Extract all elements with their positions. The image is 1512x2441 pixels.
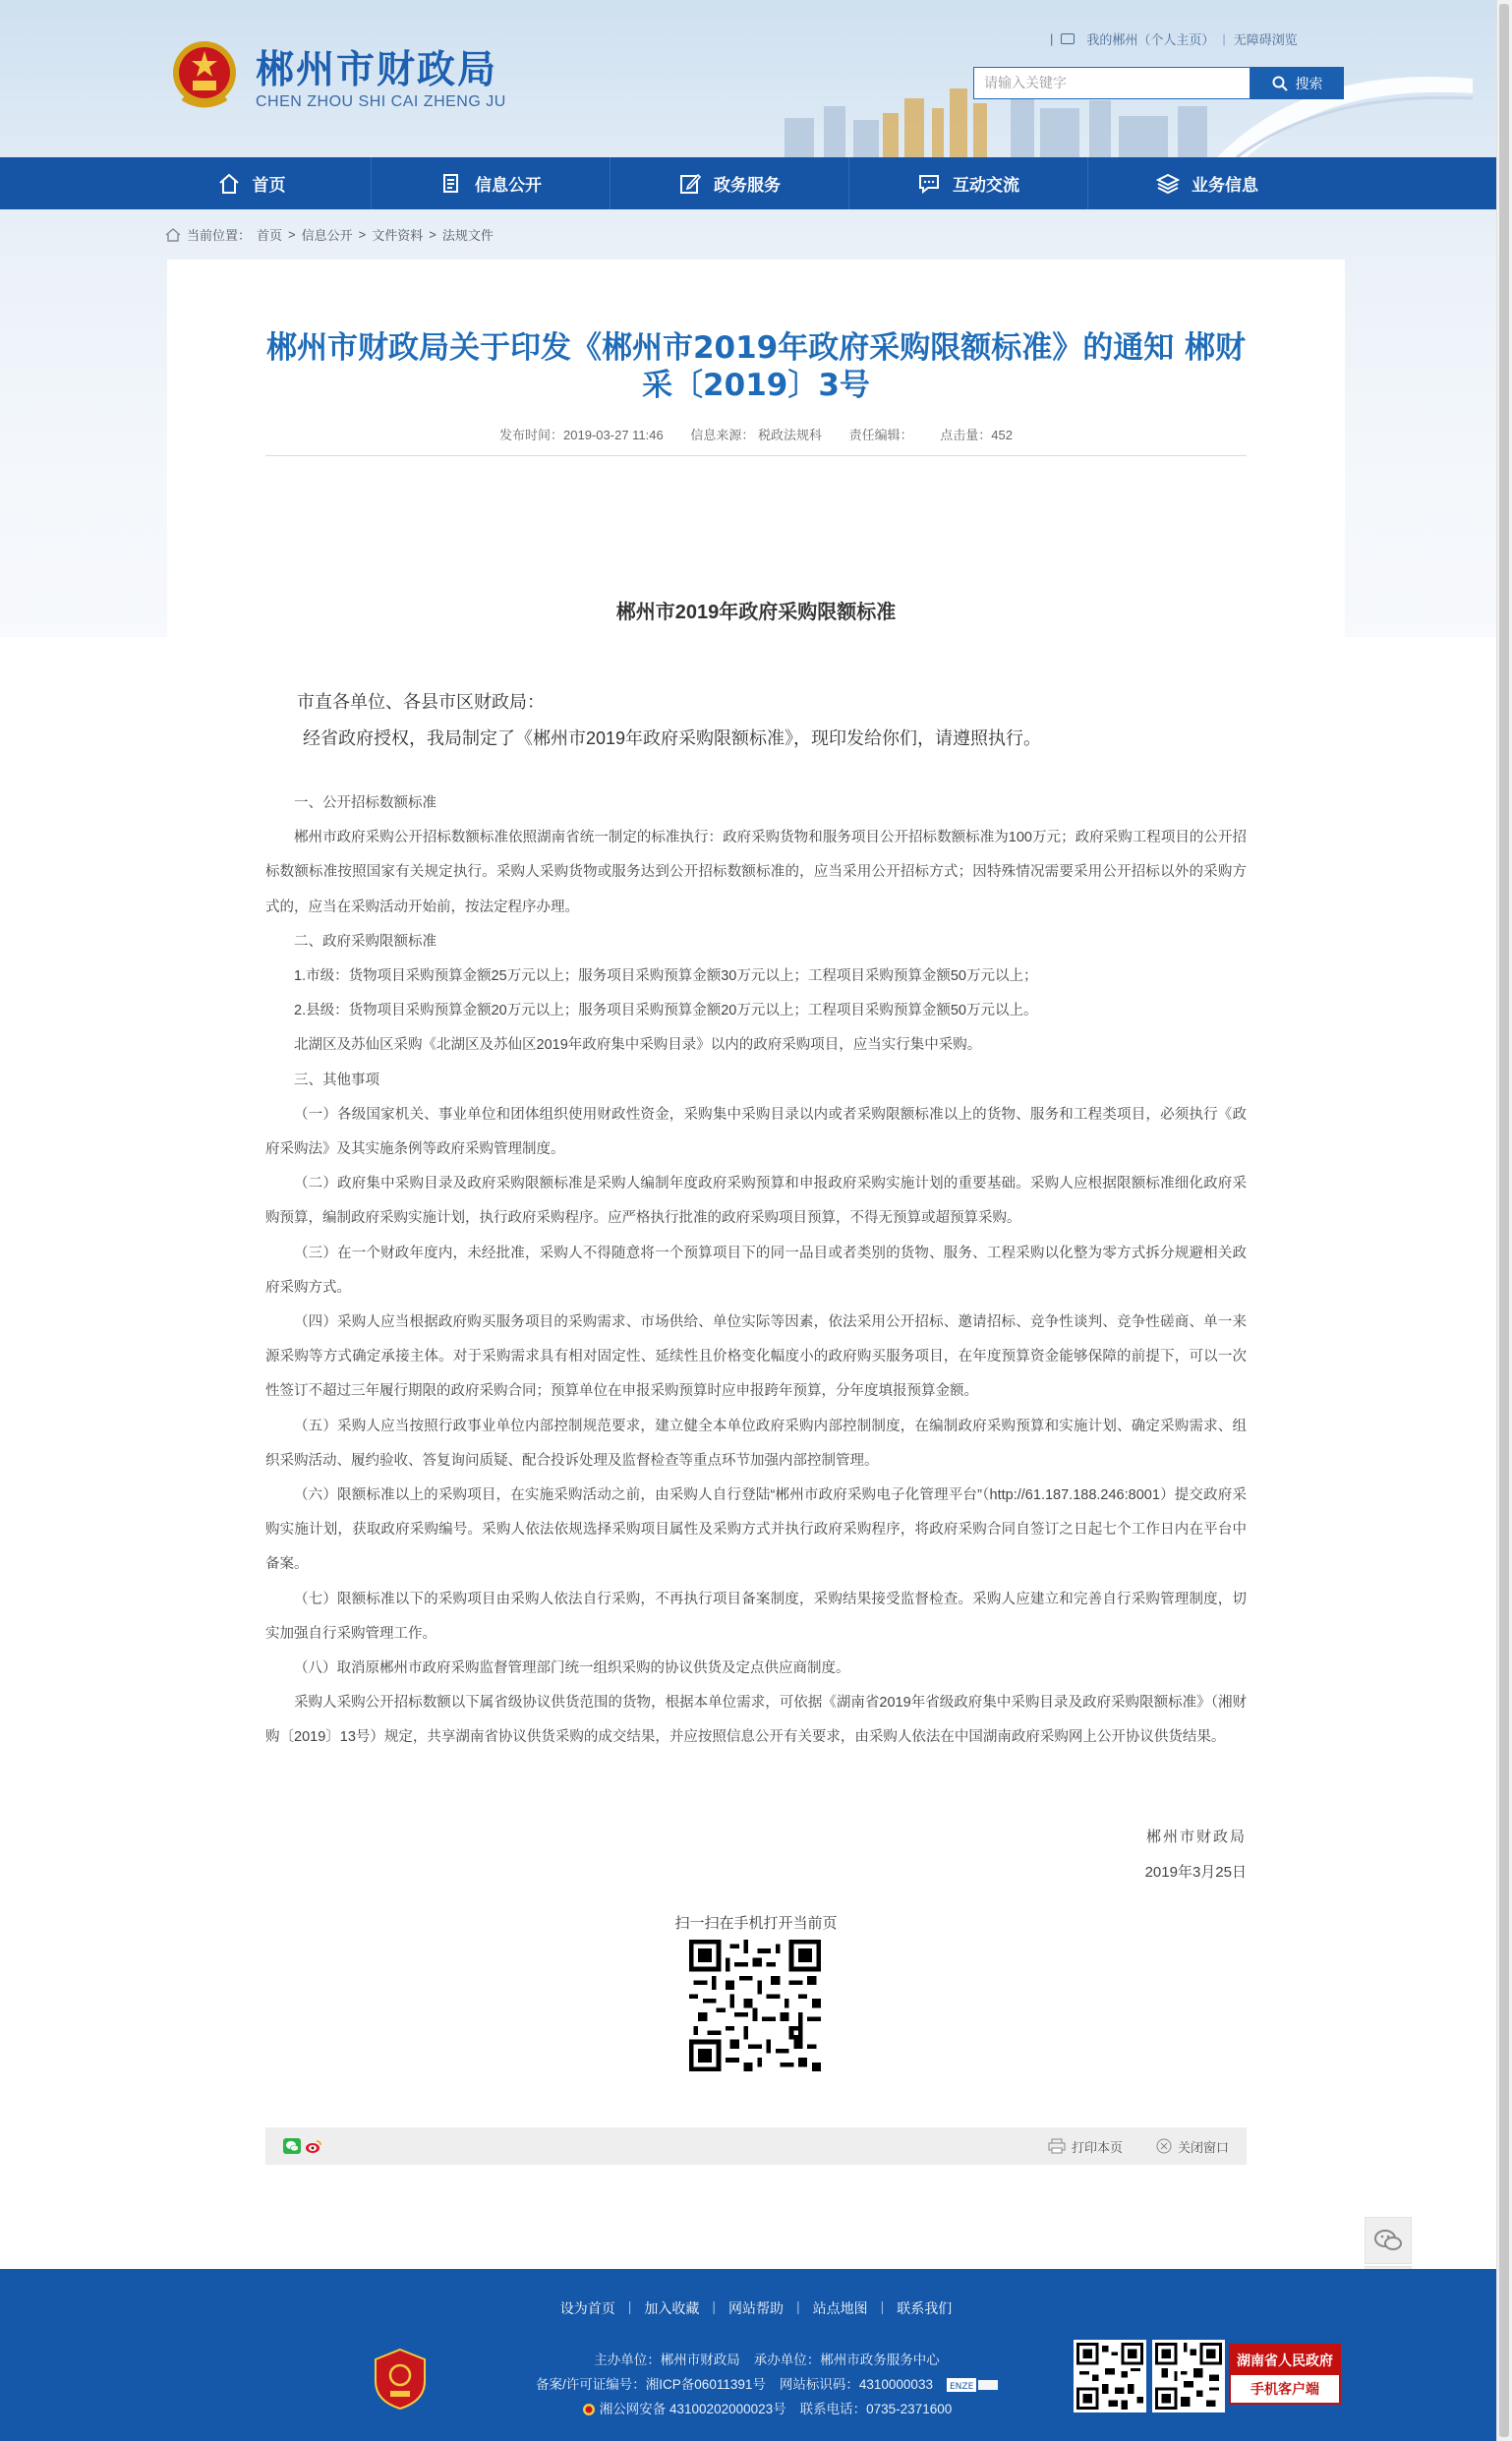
section-heading: 三、其他事项 <box>294 1072 379 1088</box>
organizer: 承办单位：郴州市政务服务中心 <box>753 2353 940 2367</box>
footer-info <box>492 2348 1042 2421</box>
separator: | <box>627 2298 632 2314</box>
footer-link-sitemap[interactable]: 站点地图 <box>812 2300 868 2316</box>
site-title: 郴州市财政局 <box>256 48 498 92</box>
nav-item-label: 政务服务 <box>714 176 781 195</box>
paragraph: 北湖区及苏仙区采购《北湖区及苏仙区2019年政府集中采购目录》以内的政府采购项目，应当实行集中采购。 <box>294 1037 982 1054</box>
nav-item-info-disclosure[interactable] <box>371 157 610 209</box>
nav-item-gov-services[interactable] <box>610 157 848 209</box>
separator: | <box>1050 31 1054 46</box>
section-heading: 一、公开招标数额标准 <box>294 795 436 811</box>
breadcrumb-prefix: 当前位置： <box>187 228 252 243</box>
salutation: 市直各单位、各县市区财政局： <box>297 692 545 712</box>
paragraph: （五）采购人应当按照行政事业单位内部控制规范要求，建立健全本单位政府采购内部控制制度，在编制政府采购预算和实施计划、确定采购需求、组织采购活动、履约验收、答复询问质疑、配合投诉处理及监督检查等重点环节加强内部控制管理。 <box>265 1418 1247 1469</box>
paragraph: （三）在一个财政年度内，未经批准，采购人不得随意将一个预算项目下的同一品目或者类别的货物、服务、工程采购以化整为零方式拆分规避相关政府采购方式。 <box>265 1245 1247 1296</box>
search-button[interactable] <box>1250 67 1344 99</box>
police-badge-icon <box>582 2403 596 2416</box>
icp-label: 备案/许可证编号： <box>536 2377 646 2392</box>
article-meta <box>265 425 1247 443</box>
click-count: 点击量：452 <box>940 428 1013 442</box>
paragraph: （一）各级国家机关、事业单位和团体组织使用财政性资金，采购集中采购目录以内或者采购限额标准以上的货物、服务和工程类项目，必须执行《政府采购法》及其实施条例等政府采购管理制度。 <box>265 1106 1247 1158</box>
paragraph: 郴州市政府采购公开招标数额标准依照湖南省统一制定的标准执行：政府采购货物和服务项目公开招标数额标准为100万元；政府采购工程项目的公开招标数额标准按照国家有关规定执行。采购人采购货物或服务达到公开招标数额标准的，应当采用公开招标方式；因特殊情况需要采用公开招标以外的采购方式的，应当在采购活动开始前，按法定程序办理。 <box>265 830 1247 915</box>
nav-item-interaction[interactable] <box>848 157 1087 209</box>
party-gov-badge-icon[interactable] <box>374 2348 427 2411</box>
document-subtitle: 郴州市2019年政府采购限额标准 <box>615 602 897 623</box>
host-organization: 主办单位：郴州市财政局 <box>594 2353 740 2367</box>
gov-app-title: 湖南省人民政府 <box>1231 2346 1339 2375</box>
footer-link-help[interactable]: 网站帮助 <box>728 2300 784 2316</box>
footer-link-add-favorite[interactable]: 加入收藏 <box>644 2300 700 2316</box>
printer-icon <box>1048 2138 1066 2154</box>
footer-links <box>0 2298 1512 2318</box>
separator: | <box>796 2298 800 2314</box>
nav-item-business-info[interactable] <box>1087 157 1326 209</box>
paragraph: （四）采购人应当根据政府购买服务项目的采购需求、市场供给、单位实际等因素，依法采用公开招标、邀请招标、竞争性谈判、竞争性磋商、单一来源采购等方式确定承接主体。对于采购需求具有相对固定性、延续性且价格变化幅度小的政府购买服务项目，在年度预算资金能够保障的前提下，可以一次性签订不超过三年履行期限的政府采购合同；预算单位在申报采购预算时应申报跨年预算，分年度填报预算金额。 <box>265 1314 1247 1400</box>
paragraph: 2.县级：货物项目采购预算金额20万元以上；服务项目采购预算金额20万元以上；工程项目采购预算金额50万元以上。 <box>294 1003 1038 1019</box>
footer-link-contact[interactable]: 联系我们 <box>897 2300 953 2316</box>
paragraph: （六）限额标准以上的采购项目，在实施采购活动之前，由采购人自行登陆“郴州市政府采购电子化管理平台”（http://61.187.188.246:8001）提交政府采购实施计划，获取政府采购编号。采购人依法依规选择采购项目属性及采购方式并执行政府采购程序，将政府采购合同自签订之日起七个工作日内在平台中备案。 <box>265 1487 1247 1573</box>
close-window-button[interactable] <box>1156 2137 1229 2156</box>
search-icon <box>1272 76 1288 91</box>
search-input[interactable]: 请输入关键字 <box>973 67 1250 99</box>
scrollbar-thumb[interactable] <box>1499 4 1509 2437</box>
nav-item-label: 互动交流 <box>953 176 1019 195</box>
site-code: 网站标识码：4310000033 <box>779 2377 933 2392</box>
hunan-gov-app-link[interactable] <box>1229 2344 1341 2405</box>
site-footer <box>0 2269 1512 2441</box>
nav-item-home[interactable] <box>132 157 371 209</box>
share-toolbar <box>265 2127 1247 2165</box>
national-emblem-icon <box>169 37 240 112</box>
page-qr-code <box>689 1940 821 2071</box>
nav-item-label: 业务信息 <box>1192 176 1258 195</box>
signature-date: 2019年3月25日 <box>1144 1864 1247 1881</box>
separator: | <box>880 2298 885 2314</box>
icp-number-link[interactable]: 湘ICP备06011391号 <box>645 2377 766 2392</box>
section-heading: 二、政府采购限额标准 <box>294 933 436 950</box>
paragraph: （八）取消原郴州市政府采购监督管理部门统一组织采购的协议供货及定点供应商制度。 <box>294 1660 850 1677</box>
gov-app-subtitle: 手机客户端 <box>1250 2381 1319 2397</box>
breadcrumb-item-home[interactable]: 首页 <box>257 228 283 243</box>
responsible-editor: 责任编辑： <box>848 428 913 442</box>
layers-icon <box>1156 172 1180 196</box>
weibo-qr-code <box>1152 2340 1225 2412</box>
article-body <box>265 786 1247 1756</box>
edit-icon <box>678 172 702 196</box>
breadcrumb-separator: > <box>288 227 296 242</box>
breadcrumb-item-info[interactable]: 信息公开 <box>301 228 353 243</box>
close-label: 关闭窗口 <box>1177 2139 1229 2155</box>
home-icon <box>217 172 241 196</box>
print-label: 打印本页 <box>1071 2139 1123 2155</box>
nav-item-label: 信息公开 <box>475 176 542 195</box>
chat-icon <box>917 172 941 196</box>
wechat-qr-code <box>1074 2340 1146 2412</box>
breadcrumb-item-files[interactable]: 文件资料 <box>372 228 424 243</box>
main-nav <box>0 157 1512 209</box>
wechat-icon[interactable] <box>283 2138 301 2154</box>
search-button-label: 搜索 <box>1295 75 1323 91</box>
document-icon <box>439 172 463 196</box>
side-wechat-button[interactable] <box>1365 2217 1412 2264</box>
paragraph: 1.市级：货物项目采购预算金额25万元以上；服务项目采购预算金额30万元以上；工程项目采购预算金额50万元以上； <box>294 968 1038 985</box>
weibo-icon[interactable] <box>305 2138 322 2154</box>
info-source: 信息来源： 税政法规科 <box>690 428 822 442</box>
home-icon <box>165 228 181 242</box>
verification-badge-icon[interactable] <box>947 2378 998 2392</box>
divider <box>265 455 1247 456</box>
top-links <box>1050 29 1298 48</box>
breadcrumb <box>165 225 494 244</box>
svg-text:ENZE: ENZE <box>949 2381 974 2392</box>
lead-paragraph: 经省政府授权，我局制定了《郴州市2019年政府采购限额标准》，现印发给你们，请遵照执行。 <box>303 728 1042 748</box>
qr-caption: 扫一扫在手机打开当前页 <box>674 1915 838 1932</box>
publish-time: 发布时间：2019-03-27 11:46 <box>499 428 664 442</box>
print-page-button[interactable] <box>1048 2137 1123 2156</box>
my-homepage-link[interactable]: 我的郴州（个人主页） <box>1086 32 1215 47</box>
article-title: 郴州市财政局关于印发《郴州市2019年政府采购限额标准》的通知 郴财采〔2019〕3号 <box>265 330 1247 403</box>
breadcrumb-separator: > <box>358 227 367 242</box>
close-icon <box>1156 2138 1172 2154</box>
paragraph: （七）限额标准以下的采购项目由采购人依法自行采购，不再执行项目备案制度，采购结果接受监督检查。采购人应建立和完善自行采购管理制度，切实加强自行采购管理工作。 <box>265 1591 1247 1642</box>
footer-link-set-homepage[interactable]: 设为首页 <box>559 2300 615 2316</box>
signature-organization: 郴州市财政局 <box>1145 1829 1247 1845</box>
wechat-icon <box>1373 2228 1403 2253</box>
paragraph: （二）政府集中采购目录及政府采购限额标准是采购人编制年度政府采购预算和申报政府采购实施计划的重要基础。采购人应根据限额标准细化政府采购预算，编制政府采购实施计划，执行政府采购程序。应严格执行批准的政府采购项目预算，不得无预算或超预算采购。 <box>265 1176 1247 1227</box>
nav-item-label: 首页 <box>252 176 286 195</box>
accessibility-link[interactable]: 无障碍浏览 <box>1233 32 1298 47</box>
breadcrumb-separator: > <box>429 227 436 242</box>
site-header <box>0 0 1512 157</box>
monitor-icon <box>1061 33 1075 44</box>
police-record-link[interactable]: 湘公网安备 43100202000023号 <box>599 2402 786 2416</box>
separator: | <box>712 2298 716 2314</box>
site-subtitle: CHEN ZHOU SHI CAI ZHENG JU <box>256 93 506 110</box>
breadcrumb-item-regulations[interactable]: 法规文件 <box>441 228 494 243</box>
contact-phone: 联系电话：0735-2371600 <box>799 2402 953 2416</box>
paragraph: 采购人采购公开招标数额以下属省级协议供货范围的货物，根据本单位需求，可依据《湖南省2019年省级政府集中采购目录及政府采购限额标准》（湘财购〔2019〕13号）规定，共享湖南省协议供货采购的成交结果，并应按照信息公开有关要求，由采购人依法在中国湖南政府采购网上公开协议供货结果。 <box>265 1695 1247 1746</box>
separator: | <box>1222 31 1226 46</box>
